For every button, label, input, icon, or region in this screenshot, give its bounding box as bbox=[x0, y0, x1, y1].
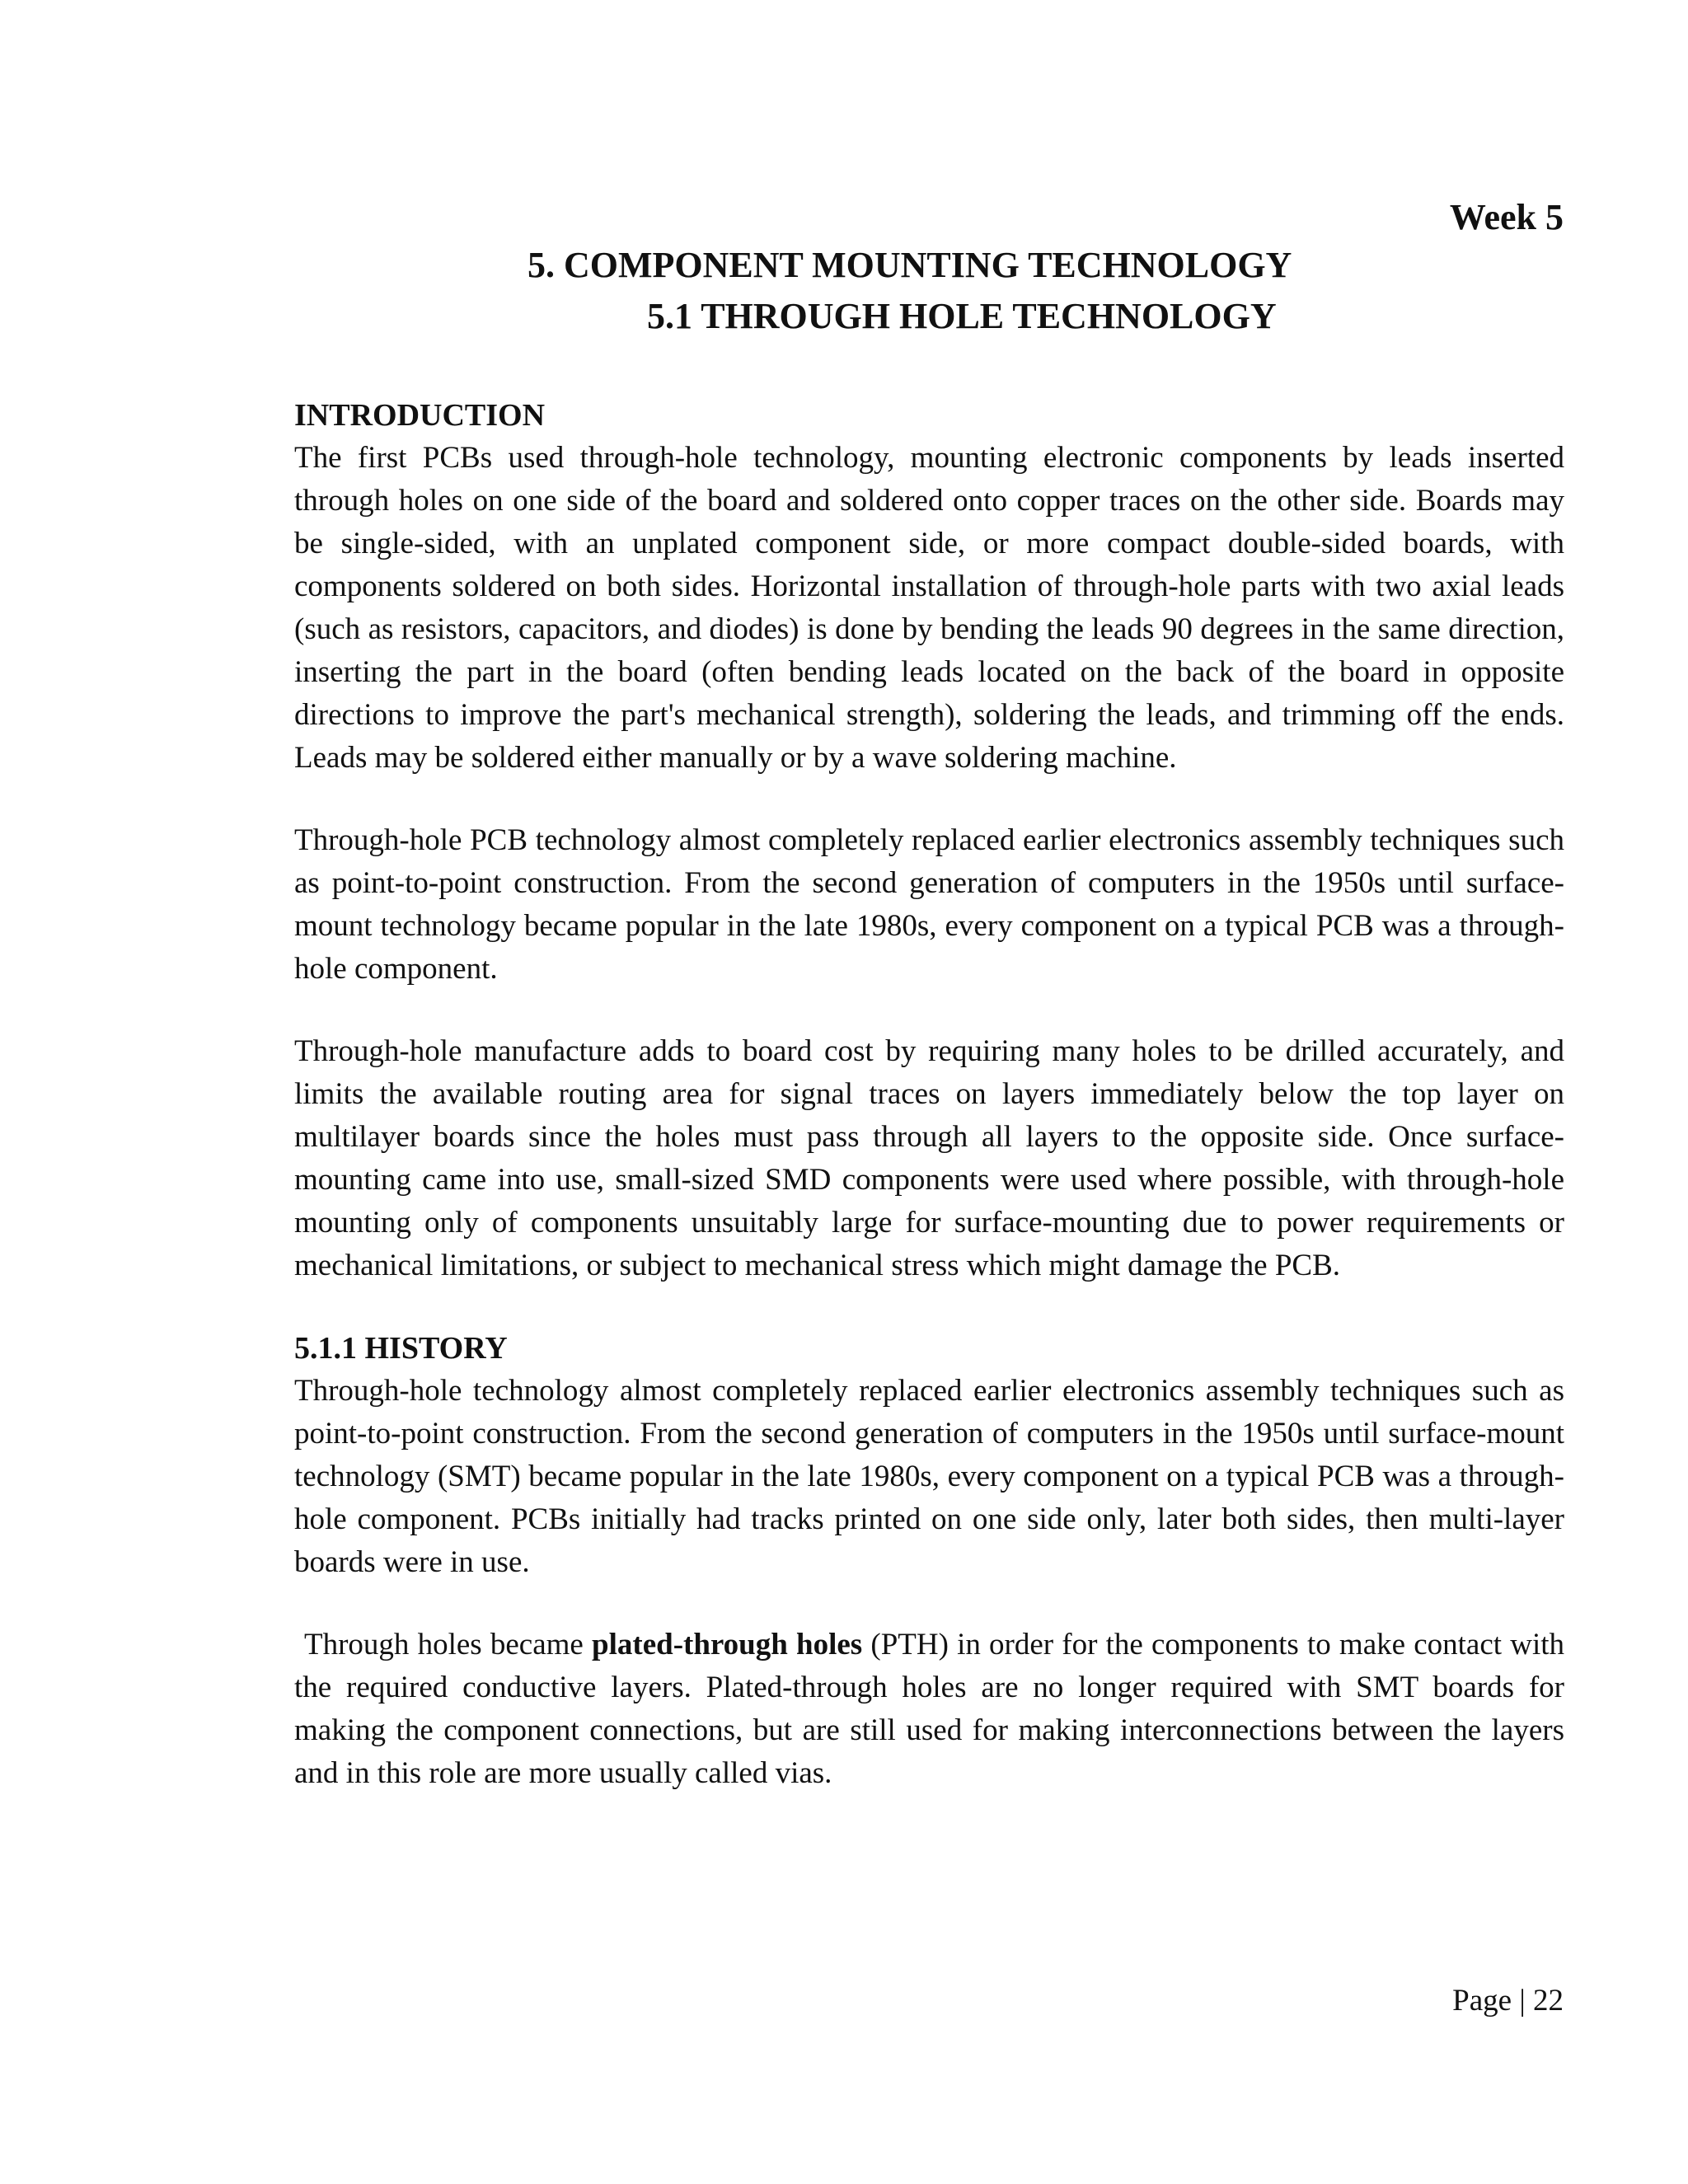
introduction-paragraph: The first PCBs used through-hole technology, mounting electronic components by leads inserted through holes on one side of the board and soldered onto copper traces on the other side. Boards may be single-sided, with an unplated component side, or more compact double-sided boards, with components soldered on both sides. Horizontal installation of through-hole parts with two axial leads (such as resistors, capacitors, and diodes) is done by bending the leads 90 degrees in the same direction, inserting the part in the board (often bending leads located on the back of the board in opposite directions to improve the part's mechanical strength), soldering the leads, and trimming off the ends. Leads may be soldered either manually or by a wave soldering machine. bbox=[294, 441, 1564, 775]
introduction-heading: INTRODUCTION bbox=[294, 398, 546, 433]
document-body bbox=[294, 394, 1564, 1795]
pth-text-before: Through holes became bbox=[304, 1628, 593, 1661]
chapter-title: 5. COMPONENT MOUNTING TECHNOLOGY bbox=[528, 245, 1292, 285]
history-heading: 5.1.1 HISTORY bbox=[294, 1331, 508, 1366]
pth-text-after: (PTH) in order for the components to make contact with the required conductive layers. Plated-through holes are no longer required with SMT boards for making the component connections, but are still used for making interconnections between the layers and in this role are more usually called vias. bbox=[294, 1628, 1565, 1790]
history-paragraph: Through-hole technology almost completely replaced earlier electronics assembly techniques such as point-to-point construction. From the second generation of computers in the 1950s until surface-mount technology (SMT) became popular in the late 1980s, every component on a typical PCB was a through-hole component. PCBs initially had tracks printed on one side only, later both sides, then multi-layer boards were in use. bbox=[294, 1374, 1564, 1579]
introduction-paragraph: Through-hole PCB technology almost completely replaced earlier electronics assembly techniques such as point-to-point construction. From the second generation of computers in the 1950s until surface-mount technology became popular in the late 1980s, every component on a typical PCB was a through-hole component. bbox=[294, 823, 1564, 986]
history-paragraph-pth bbox=[294, 1624, 1564, 1795]
page-number: Page | 22 bbox=[1452, 1984, 1564, 2018]
introduction-paragraph: Through-hole manufacture adds to board cost by requiring many holes to be drilled accurately, and limits the available routing area for signal traces on layers immediately below the top layer on multilayer boards since the holes must pass through all layers to the opposite side. Once surface-mounting came into use, small-sized SMD components were used where possible, with through-hole mounting only of components unsuitably large for surface-mounting due to power requirements or mechanical limitations, or subject to mechanical stress which might damage the PCB. bbox=[294, 1034, 1564, 1282]
week-label: Week 5 bbox=[1449, 197, 1564, 237]
section-title: 5.1 THROUGH HOLE TECHNOLOGY bbox=[647, 296, 1277, 336]
pth-term: plated-through holes bbox=[592, 1628, 863, 1661]
